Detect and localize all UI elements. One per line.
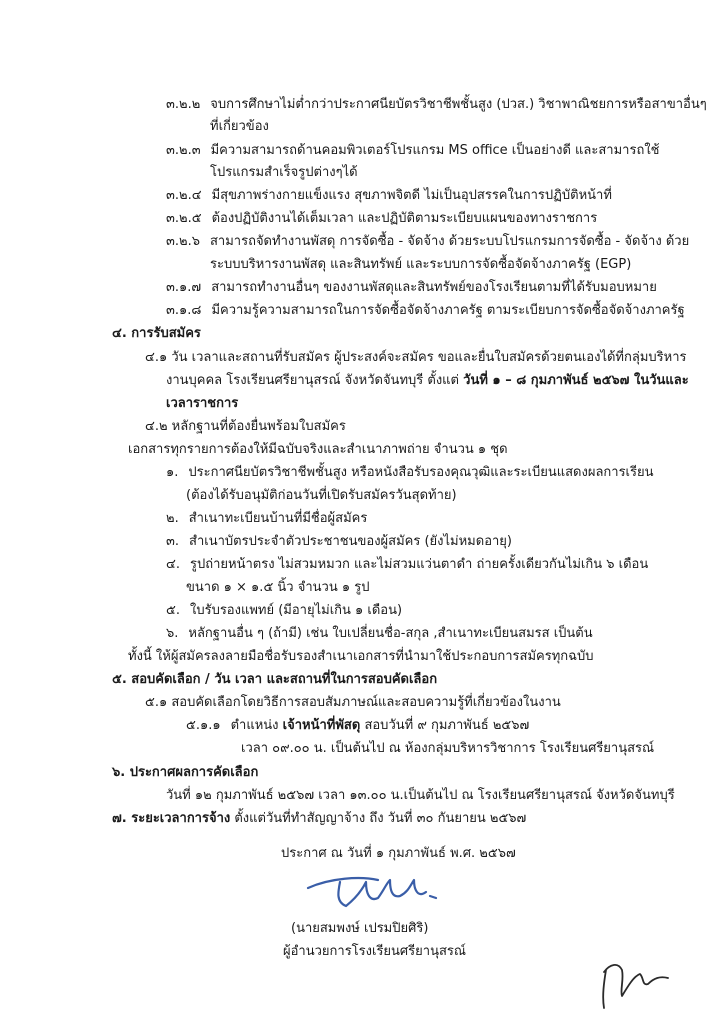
signer-name: (นายสมพงษ์ เปรมปิยศิริ) <box>291 921 429 936</box>
director-signature <box>300 868 470 922</box>
req-3-2-6-cont: ระบบบริหารงานพัสดุ และสินทรัพย์ และระบบการจัดซื้อจัดจ้างภาครัฐ (EGP) <box>210 257 632 272</box>
doc-item-5: ๕. ใบรับรองแพทย์ (มีอายุไม่เกิน ๑ เดือน) <box>166 603 403 618</box>
initials-signature <box>592 948 682 1014</box>
req-3-2-2-cont: ที่เกี่ยวข้อง <box>210 119 269 134</box>
section-7: ๗. ระยะเวลาการจ้าง ตั้งแต่วันที่ทำสัญญาจ้าง ถึง วันที่ ๓๐ กันยายน ๒๕๖๗ <box>112 811 527 826</box>
req-3-2-3: ๓.๒.๓ มีความสามารถด้านคอมพิวเตอร์โปรแกรม MS office เป็นอย่างดี และสามารถใช้ <box>166 143 660 158</box>
s5-1: ๕.๑ สอบคัดเลือกโดยวิธีการสอบสัมภาษณ์และสอบความรู้ที่เกี่ยวข้องในงาน <box>145 695 561 710</box>
s5-1-1-time: เวลา ๐๙.๐๐ น. เป็นต้นไป ณ ห้องกลุ่มบริหารวิชาการ โรงเรียนศรียานุสรณ์ <box>241 741 655 756</box>
req-3-2-3-cont: โปรแกรมสำเร็จรูปต่างๆได้ <box>210 165 358 180</box>
signer-title: ผู้อำนวยการโรงเรียนศรียานุสรณ์ <box>283 944 466 959</box>
section-4-heading: ๔. การรับสมัคร <box>112 326 201 341</box>
s5-1-1: ๕.๑.๑ ตำแหน่ง เจ้าหน้าที่พัสดุ สอบวันที่ ๙ กุมภาพันธ์ ๒๕๖๗ <box>186 718 530 733</box>
doc-item-3: ๓. สำเนาบัตรประจำตัวประชาชนของผู้สมัคร (ยังไม่หมดอายุ) <box>166 534 512 549</box>
doc-item-1: ๑. ประกาศนียบัตรวิชาชีพชั้นสูง หรือหนังสือรับรองคุณวุฒิและระเบียนแสดงผลการเรียน <box>166 465 654 480</box>
req-3-2-6: ๓.๒.๖ สามารถจัดทำงานพัสดุ การจัดซื้อ - จัดจ้าง ด้วยระบบโปรแกรมการจัดซื้อ - จัดจ้าง ด้วย <box>166 234 690 249</box>
doc-item-1-cont: (ต้องได้รับอนุมัติก่อนวันที่เปิดรับสมัครวันสุดท้าย) <box>186 488 457 503</box>
s4-1-line-3: เวลาราชการ <box>166 396 239 411</box>
doc-item-6: ๖. หลักฐานอื่น ๆ (ถ้ามี) เช่น ใบเปลี่ยนชื่อ-สกุล ,สำเนาทะเบียนสมรส เป็นต้น <box>166 626 593 641</box>
announce-date: ประกาศ ณ วันที่ ๑ กุมภาพันธ์ พ.ศ. ๒๕๖๗ <box>281 846 516 861</box>
docs-note: ทั้งนี้ ให้ผู้สมัครลงลายมือชื่อรับรองสำเนาเอกสารที่นำมาใช้ประกอบการสมัครทุกฉบับ <box>128 649 594 664</box>
req-3-2-5: ๓.๒.๕ ต้องปฏิบัติงานได้เต็มเวลา และปฏิบัติตามระเบียบแผนของทางราชการ <box>166 211 598 226</box>
req-3-1-8: ๓.๑.๘ มีความรู้ความสามารถในการจัดซื้อจัดจ้างภาครัฐ ตามระเบียบการจัดซื้อจัดจ้างภาครัฐ <box>166 303 685 318</box>
req-3-2-2: ๓.๒.๒ จบการศึกษาไม่ต่ำกว่าประกาศนียบัตรวิชาชีพชั้นสูง (ปวส.) วิชาพาณิชยการหรือสาขาอื่นๆ <box>166 97 707 112</box>
s6-text: วันที่ ๑๒ กุมภาพันธ์ ๒๕๖๗ เวลา ๑๓.๐๐ น.เป็นต้นไป ณ โรงเรียนศรียานุสรณ์ จังหวัดจันทบุรี <box>166 788 675 803</box>
req-3-1-7: ๓.๑.๗ สามารถทำงานอื่นๆ ของงานพัสดุและสินทรัพย์ของโรงเรียนตามที่ได้รับมอบหมาย <box>166 280 657 295</box>
s4-1-line-2: งานบุคคล โรงเรียนศรียานุสรณ์ จังหวัดจันทบุรี ตั้งแต่ วันที่ ๑ – ๘ กุมภาพันธ์ ๒๕๖๗ ในวันและ <box>166 373 689 388</box>
req-3-2-4: ๓.๒.๔ มีสุขภาพร่างกายแข็งแรง สุขภาพจิตดี ไม่เป็นอุปสรรคในการปฏิบัติหน้าที่ <box>166 188 612 203</box>
section-6-heading: ๖. ประกาศผลการคัดเลือก <box>112 765 259 780</box>
s4-2-heading: ๔.๒ หลักฐานที่ต้องยื่นพร้อมใบสมัคร <box>145 419 346 434</box>
s4-1-line-1: ๔.๑ วัน เวลาและสถานที่รับสมัคร ผู้ประสงค์จะสมัคร ขอและยื่นใบสมัครด้วยตนเองได้ที่กลุ่มบริหาร <box>145 350 687 365</box>
doc-item-4: ๔. รูปถ่ายหน้าตรง ไม่สวมหมวก และไม่สวมแว่นตาดำ ถ่ายครั้งเดียวกันไม่เกิน ๖ เดือน <box>166 557 649 572</box>
doc-item-2: ๒. สำเนาทะเบียนบ้านที่มีชื่อผู้สมัคร <box>166 511 368 526</box>
docs-intro: เอกสารทุกรายการต้องให้มีฉบับจริงและสำเนาภาพถ่าย จำนวน ๑ ชุด <box>128 442 508 457</box>
section-5-heading: ๕. สอบคัดเลือก / วัน เวลา และสถานที่ในการสอบคัดเลือก <box>112 672 438 687</box>
doc-item-4-cont: ขนาด ๑ × ๑.๕ นิ้ว จำนวน ๑ รูป <box>186 580 370 595</box>
